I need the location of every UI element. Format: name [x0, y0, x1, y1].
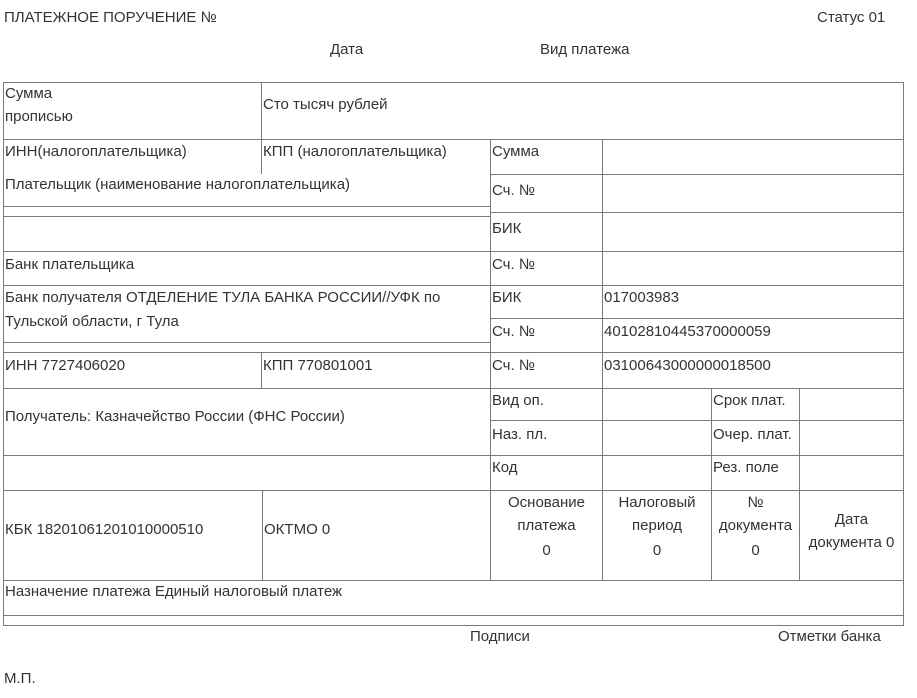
recipient-bank-account-label: Сч. №: [492, 323, 535, 340]
recipient-bik-label: БИК: [492, 289, 522, 306]
date-label: Дата: [330, 41, 364, 58]
reserve-field-label: Рез. поле: [713, 459, 779, 476]
code-label: Код: [492, 459, 518, 476]
recipient-inn: ИНН 7727406020: [5, 357, 126, 374]
payer-name: Плательщик (наименование налогоплательщика): [5, 176, 351, 193]
priority-label: Очер. плат.: [713, 426, 792, 443]
doc-date-label: Дата документа 0: [808, 511, 895, 551]
basis-label: Основание платежа: [508, 494, 585, 534]
basis-cell: [491, 491, 602, 562]
recipient-bik-value: 017003983: [604, 289, 680, 306]
payment-purpose: Назначение платежа Единый налоговый платеж: [5, 583, 343, 600]
amount-words-label: Сумма: [5, 85, 53, 102]
basis-value: 0: [542, 542, 551, 559]
recipient-account-label: Сч. №: [492, 357, 535, 374]
form-title: ПЛАТЕЖНОЕ ПОРУЧЕНИЕ №: [4, 9, 217, 26]
doc-number-label: № документа: [718, 494, 793, 534]
due-date-label: Срок плат.: [713, 392, 786, 409]
doc-date-cell: [800, 508, 903, 554]
recipient-account-value: 03100643000000018500: [604, 357, 771, 374]
payment-type-label: Вид платежа: [540, 41, 630, 58]
payer-bank-bik-label: БИК: [492, 220, 522, 237]
period-value: 0: [652, 542, 662, 559]
purpose-code-label: Наз. пл.: [492, 426, 548, 443]
period-label: Налоговый период: [618, 494, 696, 534]
op-type-label: Вид оп.: [492, 392, 544, 409]
signatures-label: Подписи: [470, 628, 530, 645]
bank-marks-label: Отметки банка: [778, 628, 881, 645]
recipient-name: Получатель: Казначейство России (ФНС России): [5, 408, 345, 425]
payer-bank: Банк плательщика: [5, 256, 135, 273]
payer-account-label: Сч. №: [492, 182, 535, 199]
amount-label: Сумма: [492, 143, 540, 160]
oktmo-code: ОКТМО 0: [264, 521, 331, 538]
payer-bank-account-label: Сч. №: [492, 256, 535, 273]
recipient-bank-line-1: Банк получателя ОТДЕЛЕНИЕ ТУЛА БАНКА РОССИИ//УФК по: [5, 289, 441, 306]
kbk-code: КБК 18201061201010000510: [5, 521, 204, 538]
payer-kpp: КПП (налогоплательщика): [263, 143, 447, 160]
amount-words-label-2: прописью: [5, 108, 73, 125]
payer-inn: ИНН(налогоплательщика): [5, 143, 187, 160]
recipient-bank-line-2: Тульской области, г Тула: [5, 313, 179, 330]
doc-number-cell: [712, 491, 799, 562]
recipient-kpp: КПП 770801001: [263, 357, 373, 374]
period-cell: [603, 491, 711, 562]
stamp-label: М.П.: [4, 670, 36, 687]
status-label: Статус 01: [817, 9, 886, 26]
recipient-bank-account-value: 40102810445370000059: [604, 323, 771, 340]
doc-number-value: 0: [751, 542, 760, 559]
amount-words-value: Сто тысяч рублей: [263, 96, 388, 113]
